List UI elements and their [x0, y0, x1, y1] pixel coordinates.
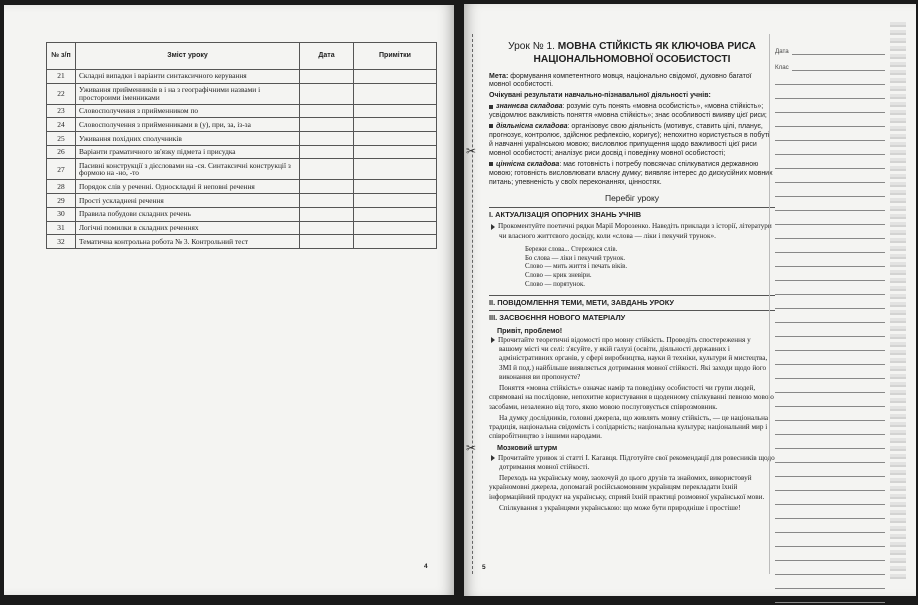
row-date-cell — [300, 180, 354, 194]
table-row — [47, 83, 437, 104]
section-heading: ІІІ. ЗАСВОЄННЯ НОВОГО МАТЕРІАЛУ — [489, 310, 775, 322]
row-number: 24 — [47, 118, 76, 132]
table-row — [47, 70, 437, 84]
lesson-table — [46, 42, 437, 249]
left-page — [4, 5, 454, 595]
note-line — [775, 521, 885, 533]
col-notes-header: Примітки — [354, 43, 437, 70]
note-line — [775, 143, 885, 155]
date-line — [792, 46, 885, 55]
notes-column-divider — [769, 34, 770, 574]
scissors-icon: ✂ — [466, 441, 477, 455]
note-line — [775, 157, 885, 169]
table-row — [47, 221, 437, 235]
row-content: Словосполучення з прийменником по — [76, 104, 300, 118]
note-line — [775, 199, 885, 211]
row-notes-cell — [354, 118, 437, 132]
row-notes-cell — [354, 70, 437, 84]
date-label: Дата — [775, 48, 789, 55]
note-line — [775, 367, 885, 379]
note-line — [775, 241, 885, 253]
table-row — [47, 207, 437, 221]
row-number: 25 — [47, 132, 76, 146]
row-notes-cell — [354, 83, 437, 104]
note-line — [775, 549, 885, 561]
note-line — [775, 297, 885, 309]
component-knowledge — [489, 103, 775, 121]
poem — [525, 246, 775, 290]
row-date-cell — [300, 235, 354, 249]
note-line — [775, 213, 885, 225]
paragraph: Переходь на українську мову, заохочуй до цього друзів та знайомих, використовуй україномовні джерела, допомагай російськомовним українцям перекладати їхній інформаційний продукт на українську, сприяй їхній практиці розмовної української мови. — [489, 474, 765, 501]
note-line — [775, 255, 885, 267]
component-text: : має готовність і потребу повсякчас спілкуватися державною мовою; готовність висловлювати власну думку; виявляє інтерес до дискусійних мовних питань; упевненість у своїх переконаннях, цінностях. — [489, 161, 773, 186]
note-line — [775, 563, 885, 575]
note-line — [775, 535, 885, 547]
goal — [489, 73, 775, 91]
note-line — [775, 73, 885, 85]
note-line — [775, 451, 885, 463]
table-row — [47, 104, 437, 118]
task-text: Прочитайте уривок зі статті І. Кагавця. Підготуйте свої рекомендації для ровесників щодо дотримання мовної стійкості. — [498, 453, 775, 471]
row-date-cell — [300, 194, 354, 208]
note-lines — [775, 73, 885, 603]
component-text: : організовує свою діяльність (мотивує, ставить цілі, планує, прогнозує, контролює, здійснює рефлексію, коригує); непохитно користується в побуті й навчанні українською мовою; висловлює припущення щодо важливості цієї риси мовної особистості; аналізує риси досвід і поведінку мовної особистості; — [489, 123, 770, 158]
task-text: Прочитайте теоретичні відомості про мовну стійкість. Проведіть спостереження у вашому місті чи селі: з'ясуйте, у якій галузі (освіти, діяльності державних і адміністративних органів, у сфері виробництва, науки й техніки, культури й мистецтва, ЗМІ й под.) найбільше виявляється дотримання мовної стійкості. Які заходи щодо його виконання ви пропонуєте? — [498, 336, 768, 381]
row-content: Складні випадки і варіанти синтаксичного керування — [76, 70, 300, 84]
section-heading: І. АКТУАЛІЗАЦІЯ ОПОРНИХ ЗНАНЬ УЧНІВ — [489, 207, 775, 219]
row-date-cell — [300, 221, 354, 235]
row-content: Логічні помилки в складних реченнях — [76, 221, 300, 235]
note-line — [775, 311, 885, 323]
page-number-right: 5 — [482, 564, 486, 571]
note-line — [775, 185, 885, 197]
right-page — [464, 4, 916, 596]
poem-line: Слово — мить життя і печать віків. — [525, 263, 628, 271]
poem-line: Слово — крик зневіри. — [525, 272, 592, 280]
task-item — [489, 222, 775, 240]
row-content: Словосполучення з прийменниками в (у), при, за, із-за — [76, 118, 300, 132]
note-line — [775, 101, 885, 113]
goal-text: формування компетентного мовця, національно свідомої, духовно багатої мовної особистості. — [489, 72, 752, 89]
row-number: 28 — [47, 180, 76, 194]
note-line — [775, 353, 885, 365]
note-line — [775, 507, 885, 519]
triangle-bullet-icon — [491, 224, 495, 230]
row-notes-cell — [354, 132, 437, 146]
row-date-cell — [300, 207, 354, 221]
row-date-cell — [300, 118, 354, 132]
subsection-heading: Мозковий штурм — [497, 443, 558, 453]
paragraph: На думку дослідників, головні джерела, що живлять мовну стійкість, — це національна традиція, національна свідомість і солідарність; національна культура; національний мир і співробітництво з іншими народами. — [489, 413, 769, 441]
class-label: Клас — [775, 64, 789, 71]
note-line — [775, 437, 885, 449]
row-content: Пасивні конструкції з дієсловами на -ся. Синтаксичні конструкції з формою на -но, -то — [76, 159, 300, 180]
table-row — [47, 194, 437, 208]
component-values — [489, 161, 775, 188]
note-line — [775, 409, 885, 421]
component-text: : розуміє суть понять «мовна особистість», «мовна стійкість»; усвідомлює важливість поняття «мовна стійкість»; знає особливості виияву цієї риси; — [489, 103, 767, 120]
cut-line — [472, 34, 473, 574]
row-notes-cell — [354, 235, 437, 249]
table-row — [47, 118, 437, 132]
class-field — [775, 57, 885, 71]
note-line — [775, 465, 885, 477]
row-number: 23 — [47, 104, 76, 118]
poem-line: Слово — порятунок. — [525, 281, 585, 289]
col-number-header: № з/п — [47, 43, 76, 70]
col-content-header: Зміст уроку — [76, 43, 300, 70]
component-name: ціннісна складова — [496, 161, 560, 169]
note-line — [775, 129, 885, 141]
class-line — [792, 62, 885, 71]
square-bullet-icon — [489, 162, 493, 166]
lesson-content — [489, 41, 775, 515]
row-content: Порядок слів у реченні. Односкладні й неповні речення — [76, 180, 300, 194]
table-row — [47, 145, 437, 159]
expected-results-label: Очікувані результати навчально-пізнавальної діяльності учнів: — [489, 92, 711, 100]
note-line — [775, 227, 885, 239]
col-date-header: Дата — [300, 43, 354, 70]
triangle-bullet-icon — [491, 337, 495, 343]
row-date-cell — [300, 104, 354, 118]
section-heading: ІІ. ПОВІДОМЛЕННЯ ТЕМИ, МЕТИ, ЗАВДАНЬ УРОКУ — [489, 295, 775, 307]
note-line — [775, 171, 885, 183]
triangle-bullet-icon — [491, 455, 495, 461]
square-bullet-icon — [489, 124, 493, 128]
row-notes-cell — [354, 180, 437, 194]
goal-label: Мета: — [489, 72, 509, 80]
table-row — [47, 235, 437, 249]
row-number: 26 — [47, 145, 76, 159]
plan-title: Перебіг уроку — [604, 192, 660, 203]
row-notes-cell — [354, 221, 437, 235]
note-line — [775, 87, 885, 99]
row-number: 29 — [47, 194, 76, 208]
row-content: Прості ускладнені речення — [76, 194, 300, 208]
component-activity — [489, 123, 775, 159]
row-date-cell — [300, 70, 354, 84]
row-number: 32 — [47, 235, 76, 249]
task-text: Прокоментуйте поетичні рядки Марії Морозенко. Наведіть приклади з історії, літератури чи власного життєвого досвіду, коли «слова — ліки і пекучий трунок». — [498, 222, 772, 240]
note-line — [775, 577, 885, 589]
row-number: 27 — [47, 159, 76, 180]
row-date-cell — [300, 159, 354, 180]
page-number-left: 4 — [424, 563, 428, 570]
row-content: Уживання прийменників в і на з географічними назвами і простороими іменниками — [76, 83, 300, 104]
row-number: 21 — [47, 70, 76, 84]
table-row — [47, 132, 437, 146]
row-date-cell — [300, 132, 354, 146]
row-notes-cell — [354, 194, 437, 208]
row-content: Уживання похідних сполучників — [76, 132, 300, 146]
lesson-title: МОВНА СТІЙКІСТЬ ЯК КЛЮЧОВА РИСА НАЦІОНАЛЬНОМОВНОЇ ОСОБИСТОСТІ — [533, 41, 756, 65]
row-notes-cell — [354, 207, 437, 221]
note-line — [775, 115, 885, 127]
note-line — [775, 339, 885, 351]
subsection-heading: Привіт, проблемо! — [497, 325, 563, 335]
component-name: діяльнісна складова — [496, 123, 568, 131]
note-line — [775, 479, 885, 491]
row-notes-cell — [354, 145, 437, 159]
row-content: Тематична контрольна робота № 3. Контрольний тест — [76, 235, 300, 249]
binding-edge — [890, 22, 906, 582]
note-line — [775, 395, 885, 407]
paragraph: Спілкування з українцями українською: що може бути природніше і простіше! — [499, 503, 741, 512]
row-date-cell — [300, 145, 354, 159]
lesson-title-block — [489, 41, 775, 67]
scissors-icon: ✂ — [466, 144, 477, 158]
row-notes-cell — [354, 159, 437, 180]
note-line — [775, 269, 885, 281]
row-date-cell — [300, 83, 354, 104]
poem-line: Бо слова — ліки і пекучий трунок. — [525, 254, 626, 262]
square-bullet-icon — [489, 105, 493, 109]
row-notes-cell — [354, 104, 437, 118]
row-content: Варіанти граматичного зв'язку підмета і присудка — [76, 145, 300, 159]
poem-line: Бережи слова... Стережися слів. — [525, 245, 618, 253]
note-line — [775, 283, 885, 295]
table-header-row — [47, 43, 437, 70]
note-line — [775, 325, 885, 337]
task-item — [489, 336, 775, 382]
paragraph: Поняття «мовна стійкість» означає намір та поведінку особистості чи групи людей, спрямовані на послідовне, непохитне користування в щоденному спілкуванні певною мовою засобами, незалежно від того, якою мовою послуговується співрозмовник. — [489, 384, 774, 411]
note-line — [775, 381, 885, 393]
table-row — [47, 180, 437, 194]
notes-column — [775, 41, 885, 605]
component-name: знаннєва складова — [496, 103, 563, 111]
note-line — [775, 493, 885, 505]
lesson-number: Урок № 1. — [508, 41, 555, 52]
row-number: 30 — [47, 207, 76, 221]
note-line — [775, 591, 885, 603]
table-row — [47, 159, 437, 180]
date-field — [775, 41, 885, 55]
row-number: 22 — [47, 83, 76, 104]
row-number: 31 — [47, 221, 76, 235]
row-content: Правила побудови складних речень — [76, 207, 300, 221]
note-line — [775, 423, 885, 435]
task-item — [489, 454, 775, 472]
